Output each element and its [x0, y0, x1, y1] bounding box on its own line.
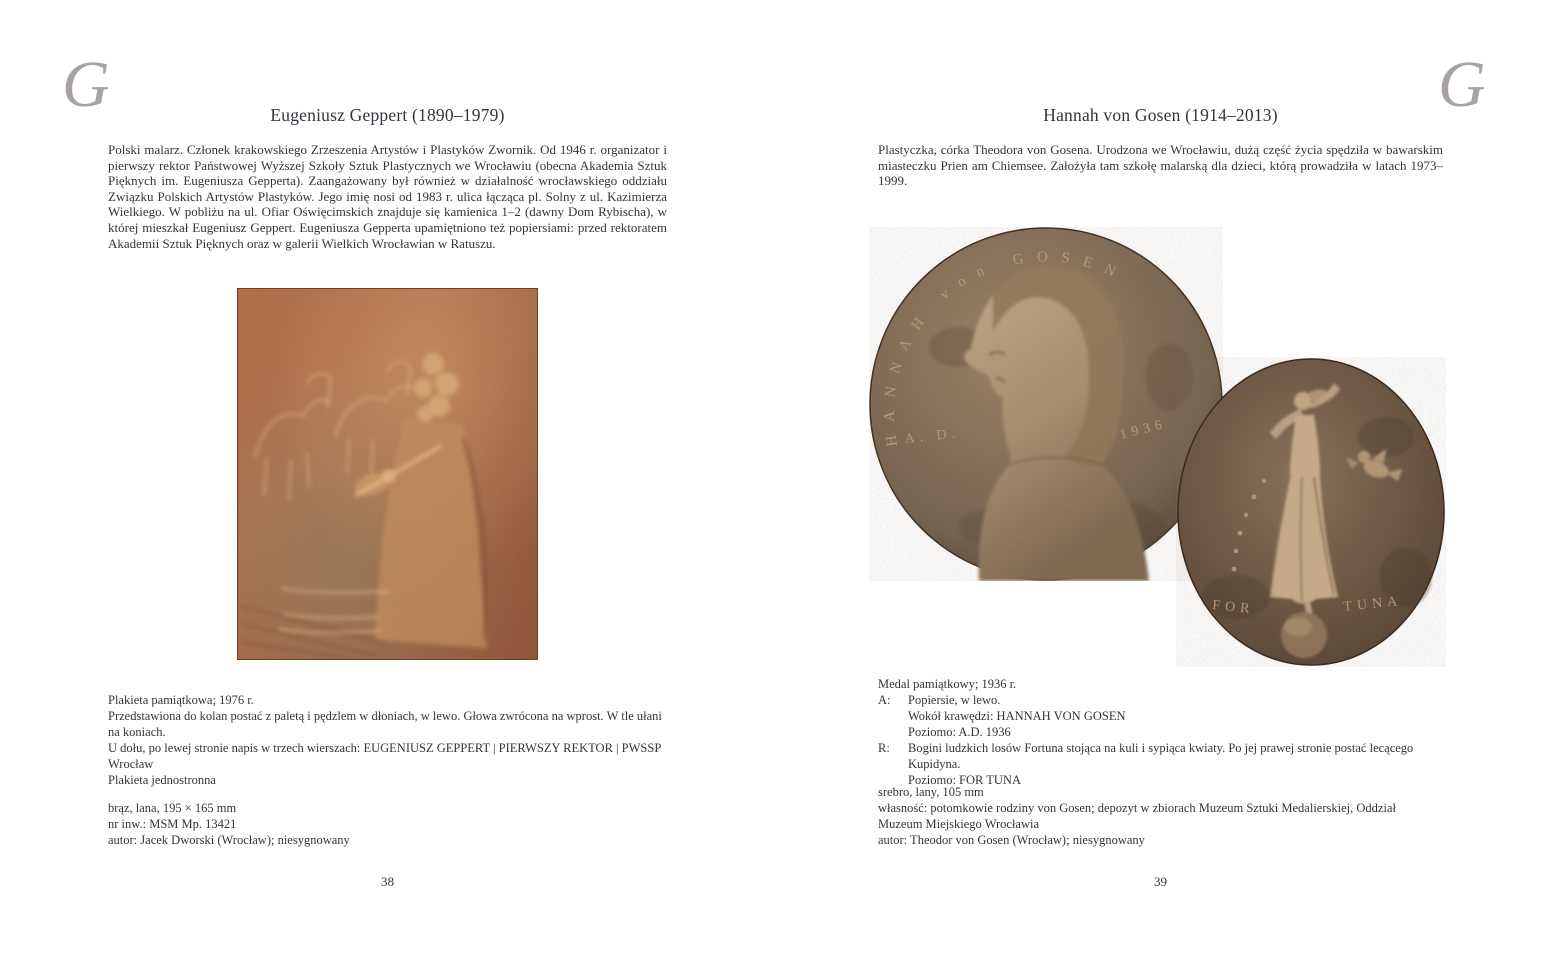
entry-title-left: Eugeniusz Geppert (1890–1979) — [270, 105, 505, 125]
material-line: brąz, lana, 195 × 165 mm — [108, 801, 237, 815]
biography-text-left: Polski malarz. Członek krakowskiego Zrzeszenia Artystów i Plastyków Zwornik. Od 1946 r. organizator i pierwszy rektor Państwowej Wyższej Szkoły Sztuk Plastycznych we Wrocławiu (obecna Akademia Sztuk Pięknych im. Eugeniusza Gepperta). Zaangażowany był również w działalność wrocławskiego oddziału Związku Polskich Artystów Plastyków. Jego imię nosi od 1983 r. ulica łącząca pl. Solny z ul. Kazimierza Wielkiego. W pobliżu na ul. Ofiar Oświęcimskich znajduje się kamienica 1–2 (dawny Dom Rybischa), w której mieszkał Eugeniusz Geppert. Eugeniusza Gepperta upamiętniono też popiersiami: przed rektoratem Akademii Sztuk Pięknych oraz w galerii Wielkich Wrocławian w Ratuszu. — [108, 142, 667, 251]
plaque-photo — [237, 288, 538, 660]
caption-label: A: — [878, 693, 891, 707]
medal-obverse-photo — [869, 227, 1223, 581]
biography-text-right: Plastyczka, córka Theodora von Gosena. Urodzona we Wrocławiu, dużą część życia spędziła w bawarskim miasteczku Prien am Chiemsee. Założyła tam szkołę malarską dla dzieci, którą prowadziła w latach 1973–1999. — [878, 142, 1443, 189]
provenance-line: własność: potomkowie rodziny von Gosen; depozyt w zbiorach Muzeum Sztuki Medalierskiej, Oddział Muzeum Miejskiego Wrocławia — [878, 801, 1396, 831]
page-number-right: 39 — [1154, 874, 1167, 889]
medal-reverse-photo — [1176, 357, 1446, 667]
caption-line: Plakieta pamiątkowa; 1976 r. — [108, 693, 254, 707]
medal-reverse-image — [1176, 357, 1446, 667]
inventory-line: nr inw.: MSM Mp. 13421 — [108, 817, 237, 831]
caption-label: R: — [878, 741, 890, 755]
caption-entry-line — [878, 708, 1443, 724]
caption-entry-obverse — [878, 692, 1443, 708]
caption-entry-line — [878, 724, 1443, 740]
caption-entry-reverse — [878, 740, 1443, 772]
catalog-caption-left — [108, 692, 670, 788]
author-line: autor: Theodor von Gosen (Wrocław); niesygnowany — [878, 833, 1145, 847]
entry-title-right: Hannah von Gosen (1914–2013) — [1043, 105, 1278, 125]
caption-text: Poziomo: FOR TUNA — [908, 773, 1021, 787]
caption-line: U dołu, po lewej stronie napis w trzech wierszach: EUGENIUSZ GEPPERT | PIERWSZY REKTOR | PWSSP Wrocław — [108, 741, 661, 771]
material-line: srebro, lany, 105 mm — [878, 785, 984, 799]
medal-obverse-image — [869, 227, 1223, 581]
author-line: autor: Jacek Dworski (Wrocław); niesygnowany — [108, 833, 350, 847]
caption-text: Popiersie, w lewo. — [908, 693, 1001, 707]
technical-details-left — [108, 800, 670, 848]
caption-text: Wokół krawędzi: HANNAH VON GOSEN — [908, 709, 1126, 723]
caption-line: Plakieta jednostronna — [108, 773, 216, 787]
caption-line: Przedstawiona do kolan postać z paletą i pędzlem w dłoniach, w lewo. Głowa zwrócona na wprost. W tle ułani na koniach. — [108, 709, 662, 739]
catalog-caption-right — [878, 676, 1443, 788]
page-number-left: 38 — [381, 874, 394, 889]
section-letter-ornament-left: G — [62, 48, 110, 121]
caption-intro: Medal pamiątkowy; 1936 r. — [878, 677, 1017, 691]
caption-text: Poziomo: A.D. 1936 — [908, 725, 1011, 739]
caption-text: Bogini ludzkich losów Fortuna stojąca na kuli i sypiąca kwiaty. Po jej prawej stronie postać lecącego Kupidyna. — [908, 741, 1414, 771]
technical-details-right — [878, 784, 1443, 848]
plaque-image — [237, 288, 538, 660]
section-letter-ornament-right: G — [1438, 48, 1486, 121]
